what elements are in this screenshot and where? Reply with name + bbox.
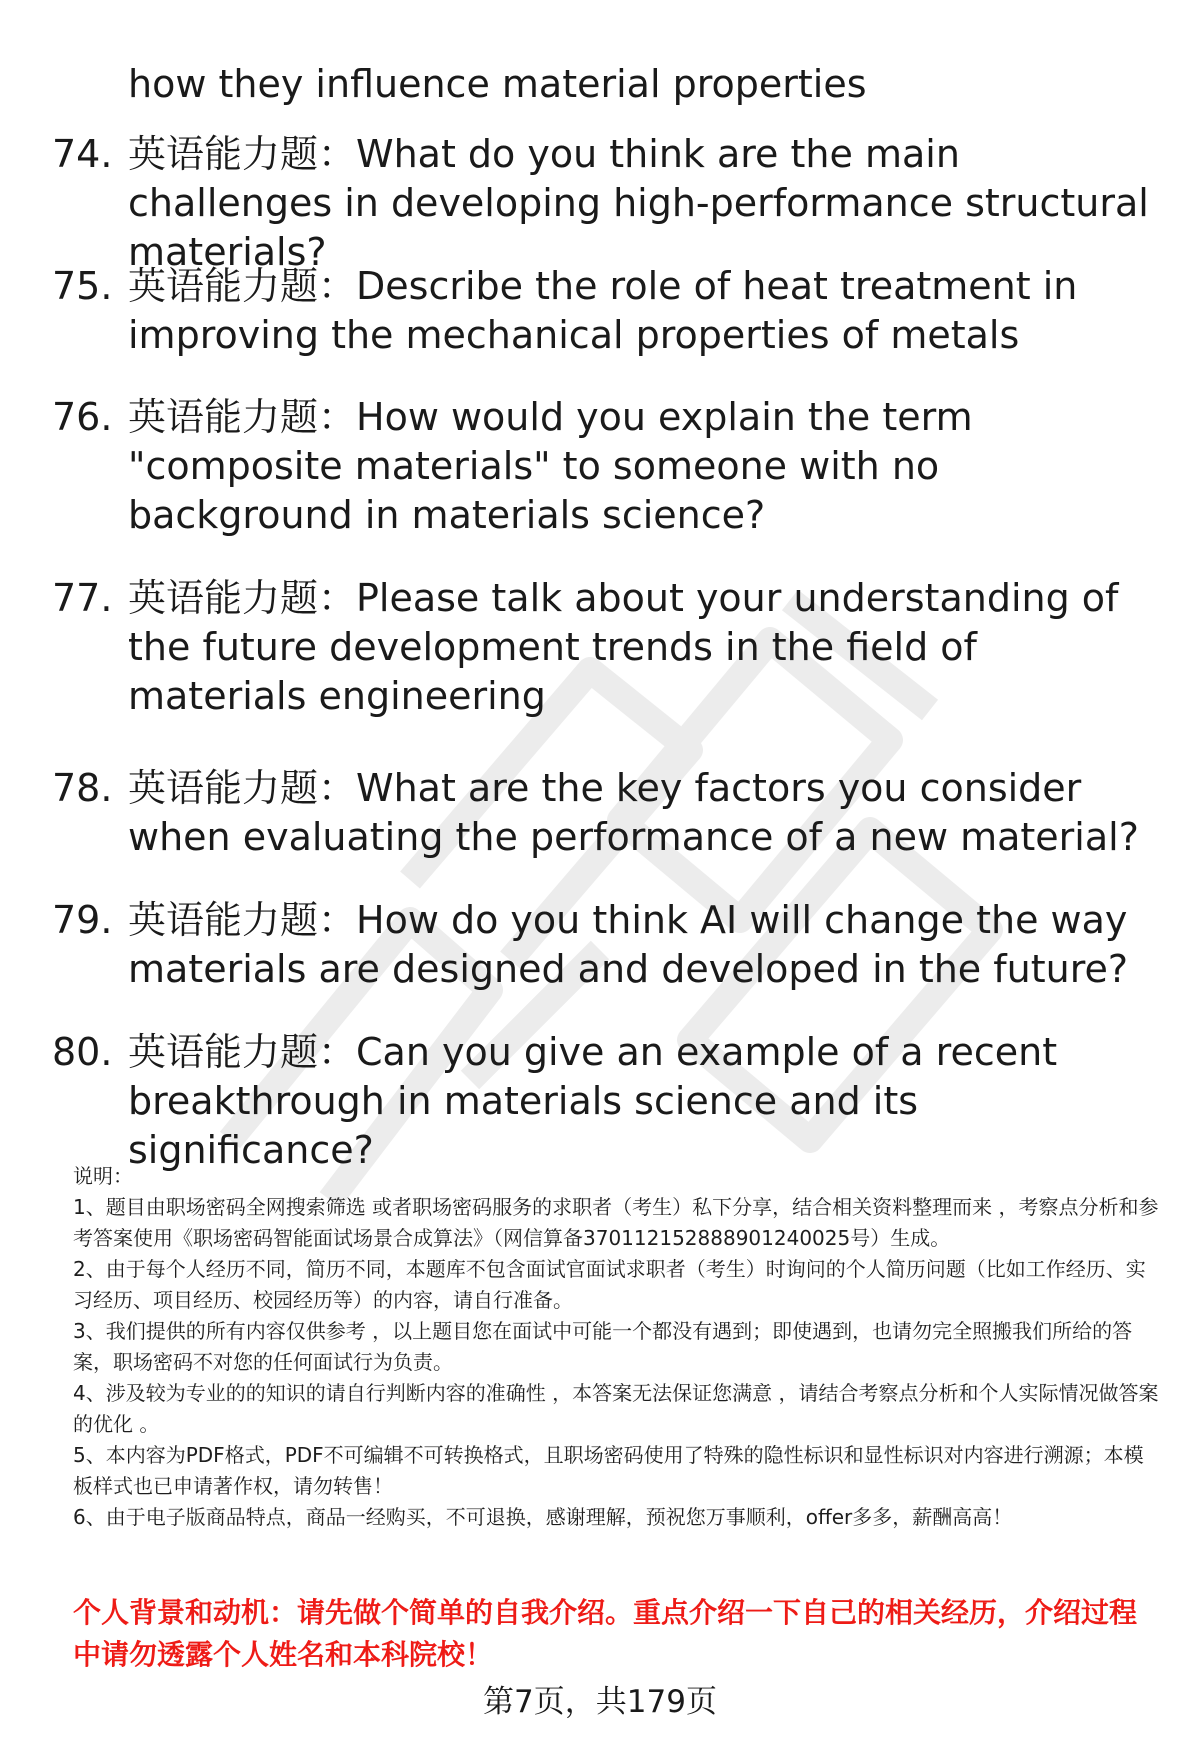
- note-item: 4、涉及较为专业的的知识的请自行判断内容的准确性 ，本答案无法保证您满意 ，请结合考察点分析和个人实际情况做答案的优化 。: [73, 1381, 1159, 1436]
- question-item: [52, 764, 1152, 862]
- question-number: 79.: [52, 898, 113, 942]
- disclaimer-notes: [73, 1161, 1163, 1533]
- note-item: 3、我们提供的所有内容仅供参考 ，以上题目您在面试中可能一个都没有遇到；即使遇到，也请勿完全照搬我们所给的答案，职场密码不对您的任何面试行为负责。: [73, 1319, 1133, 1374]
- question-number: 78.: [52, 766, 113, 810]
- question-number: 74.: [52, 132, 113, 176]
- question-text: 英语能力题：How would you explain the term "composite materials" to someone with no background in materials science?: [128, 395, 973, 537]
- question-item: [52, 393, 1152, 540]
- question-item: [52, 574, 1152, 721]
- question-number: 75.: [52, 264, 113, 308]
- question-text: 英语能力题：Please talk about your understanding of the future development trends in the field of materials engineering: [128, 576, 1119, 718]
- question-item: [52, 262, 1152, 360]
- question-item: [52, 1028, 1152, 1175]
- question-text: 英语能力题：Can you give an example of a recent breakthrough in materials science and its significance?: [128, 1030, 1058, 1172]
- question-item: [52, 130, 1152, 277]
- page-number: 第7页，共179页: [483, 1684, 717, 1720]
- note-item: 1、题目由职场密码全网搜索筛选 或者职场密码服务的求职者（考生）私下分享，结合相关资料整理而来 ，考察点分析和参考答案使用《职场密码智能面试场景合成算法》（网信算备370112152888901240025号）生成。: [73, 1195, 1159, 1250]
- question-number: 77.: [52, 576, 113, 620]
- question-number: 80.: [52, 1030, 113, 1074]
- self-intro-prompt: 个人背景和动机：请先做个简单的自我介绍。重点介绍一下自己的相关经历，介绍过程中请勿透露个人姓名和本科院校！: [73, 1596, 1138, 1671]
- note-item: 2、由于每个人经历不同，简历不同，本题库不包含面试官面试求职者（考生）时询问的个人简历问题（比如工作经历、实习经历、项目经历、校园经历等）的内容，请自行准备。: [73, 1257, 1146, 1312]
- note-item: 6、由于电子版商品特点，商品一经购买，不可退换，感谢理解，预祝您万事顺利，offer多多，薪酬高高！: [73, 1505, 1013, 1529]
- question-text: 英语能力题：What do you think are the main challenges in developing high-performance structural materials?: [128, 132, 1149, 274]
- continued-question-text: how they influence material properties: [128, 62, 867, 106]
- question-text: 英语能力题：How do you think AI will change the way materials are designed and developed in the future?: [128, 898, 1129, 991]
- question-text: 英语能力题：What are the key factors you consider when evaluating the performance of a new material?: [128, 766, 1139, 859]
- question-number: 76.: [52, 395, 113, 439]
- question-text: 英语能力题：Describe the role of heat treatment in improving the mechanical properties of metals: [128, 264, 1078, 357]
- notes-title: 说明：: [73, 1164, 133, 1188]
- question-item: [52, 896, 1152, 994]
- note-item: 5、本内容为PDF格式，PDF不可编辑不可转换格式，且职场密码使用了特殊的隐性标识和显性标识对内容进行溯源；本模板样式也已申请著作权，请勿转售！: [73, 1443, 1144, 1498]
